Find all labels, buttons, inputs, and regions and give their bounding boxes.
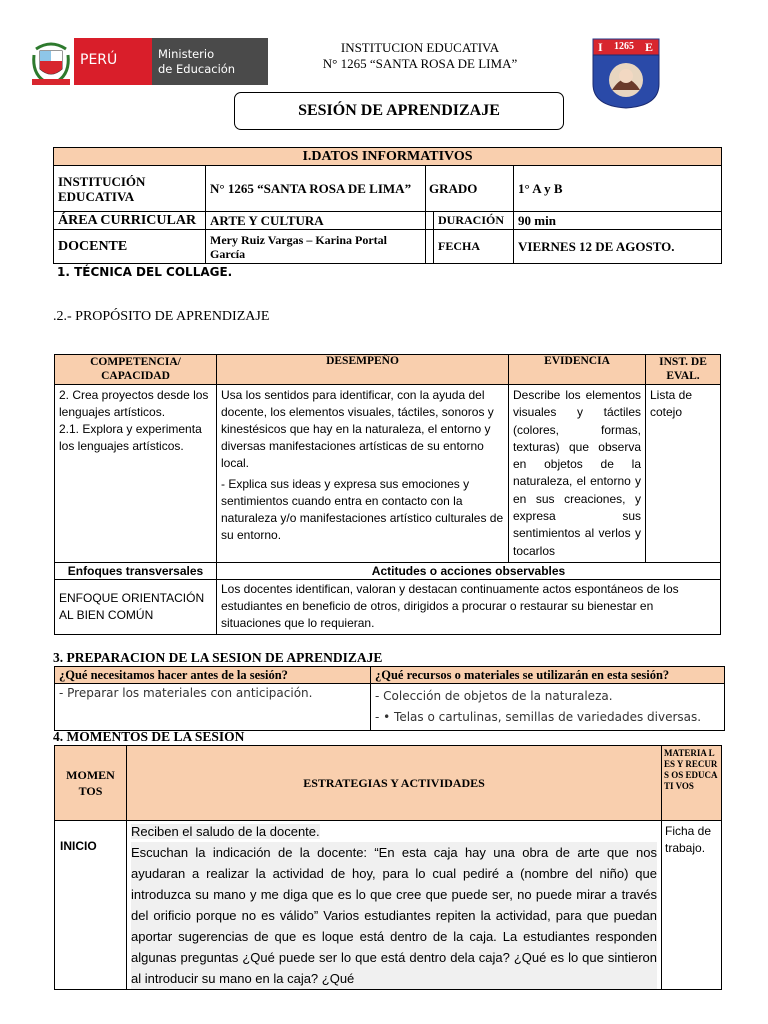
header-competencia: COMPETENCIA/ CAPACIDAD <box>55 355 217 385</box>
label-docente: DOCENTE <box>54 230 206 264</box>
competencia-line: 2. Crea proyectos desde los lenguajes artísticos. <box>59 388 209 419</box>
school-crest-icon <box>592 38 660 110</box>
activity-line-1 <box>131 821 657 842</box>
prep-material-1: - Colección de objetos de la naturaleza. <box>375 689 613 703</box>
value-fecha: VIERNES 12 DE AGOSTO. <box>514 230 722 264</box>
school-line2: N° 1265 “SANTA ROSA DE LIMA” <box>322 56 518 71</box>
enfoque-cell: ENFOQUE ORIENTACIÓN AL BIEN COMÚN <box>55 580 217 635</box>
header-desempeno: DESEMPEÑO <box>217 355 509 385</box>
prep-material-2: - • Telas o cartulinas, semillas de variedades diversas. <box>375 710 702 724</box>
datos-heading: I.DATOS INFORMATIVOS <box>54 148 722 166</box>
proposito-table <box>54 354 721 635</box>
ministry-line2: de Educación <box>158 62 236 76</box>
header-estrategias: ESTRATEGIAS Y ACTIVIDADES <box>127 746 662 821</box>
evidencia-cell: Describe los elementos visuales y táctiles (colores, formas, texturas) que observa en objetos de la naturaleza, el entorno y en sus creaciones, y expresa sus sentimientos al verlos y tocarlos <box>509 385 646 563</box>
spacer-cell <box>426 230 434 264</box>
spacer-cell <box>426 212 434 230</box>
activity-line-2: Escuchan la indicación de la docente: “En esta caja hay una obra de arte que nos ayudaran a realizar la actividad de hoy, para lo cual pediré a (nombre del niño) que introduzca su mano y me diga que es lo que cree que puede ser, no puede mirar a través del orificio porque no es válido” Varios estudiantes repiten la actividad, para que puedan aportar sugerencias de que es loque está dentro de la caja. La estudiantes responden algunas preguntas ¿Qué puede ser lo que está dentro dela caja? ¿Qué es lo que sintieron al introducir su mano en la caja? ¿Qué <box>131 842 657 989</box>
actitudes-cell: Los docentes identifican, valoran y destacan continuamente actos espontáneos de los estudiantes en beneficio de otros, dirigidos a procurar o restaurar su bienestar en situaciones que lo requieran. <box>217 580 721 635</box>
peru-label: PERÚ <box>80 52 118 68</box>
session-title: SESIÓN DE APRENDIZAJE <box>298 102 500 119</box>
crest-left: I <box>598 40 603 54</box>
datos-table <box>53 147 722 264</box>
competencia-cell <box>55 385 217 563</box>
section-4-heading: 4. MOMENTOS DE LA SESION <box>53 729 245 744</box>
prep-question-2: ¿Qué recursos o materiales se utilizarán en esta sesión? <box>371 667 725 684</box>
peru-flag-block <box>74 38 152 85</box>
header-instrumento: INST. DE EVAL. <box>646 355 721 385</box>
value-duracion: 90 min <box>514 212 722 230</box>
ministry-line1: Ministerio <box>158 47 215 61</box>
crest-right: E <box>645 40 654 54</box>
actitudes-header: Actitudes o acciones observables <box>217 563 721 580</box>
instrumento-cell: Lista de cotejo <box>646 385 721 563</box>
preparacion-table <box>54 666 725 731</box>
label-area: ÁREA CURRICULAR <box>54 212 206 230</box>
label-grado: GRADO <box>426 166 514 212</box>
crest-number: 1265 <box>614 41 634 52</box>
prep-answer-2 <box>371 684 725 731</box>
header-evidencia: EVIDENCIA <box>509 355 646 385</box>
label-fecha: FECHA <box>434 230 514 264</box>
label-institucion: INSTITUCIÓN EDUCATIVA <box>54 166 206 212</box>
value-institucion: N° 1265 “SANTA ROSA DE LIMA” <box>206 166 426 212</box>
section-2-heading: .2.- PROPÓSITO DE APRENDIZAJE <box>53 309 270 324</box>
value-area: ARTE Y CULTURA <box>206 212 426 230</box>
momentos-table <box>54 745 722 990</box>
session-title-box <box>234 92 564 130</box>
activity-text-1: Reciben el saludo de la docente. <box>131 824 320 839</box>
school-header <box>280 40 560 72</box>
section-3-heading: 3. PREPARACION DE LA SESION DE APRENDIZAJE <box>53 650 383 665</box>
school-line1: INSTITUCION EDUCATIVA <box>340 40 500 55</box>
desempeno-2: - Explica sus ideas y expresa sus emociones y sentimientos cuando entra en contacto con la naturaleza y/o manifestaciones artístico culturales de su entorno. <box>221 477 504 542</box>
material-cell: Ficha de trabajo. <box>662 821 722 990</box>
desempeno-1: Usa los sentidos para identificar, con la ayuda del docente, los elementos visuales, táctiles, sonoros y kinestésicos que hay en la naturaleza, el entorno y diversas manifestaciones artísticas de su entorno local. <box>221 388 494 470</box>
prep-question-1: ¿Qué necesitamos hacer antes de la sesión? <box>55 667 371 684</box>
moment-inicio: INICIO <box>55 821 127 990</box>
section-1-heading: 1. TÉCNICA DEL COLLAGE. <box>57 265 233 279</box>
desempeno-cell <box>217 385 509 563</box>
enfoques-header: Enfoques transversales <box>55 563 217 580</box>
header-momentos: MOMEN TOS <box>55 746 127 821</box>
value-grado: 1° A y B <box>514 166 722 212</box>
value-docente: Mery Ruiz Vargas – Karina Portal García <box>206 230 426 264</box>
capacidad-line: 2.1. Explora y experimenta los lenguajes artísticos. <box>59 422 202 453</box>
activities-cell <box>127 821 662 990</box>
peru-coat-of-arms-icon <box>30 35 72 87</box>
ministry-block <box>152 38 268 85</box>
label-duracion: DURACIÓN <box>434 212 514 230</box>
prep-answer-1: - Preparar los materiales con anticipación. <box>55 684 371 731</box>
minedu-logo <box>30 35 268 87</box>
header-materiales: MATERIA LES Y RECURS OS EDUCATI VOS <box>662 746 722 821</box>
